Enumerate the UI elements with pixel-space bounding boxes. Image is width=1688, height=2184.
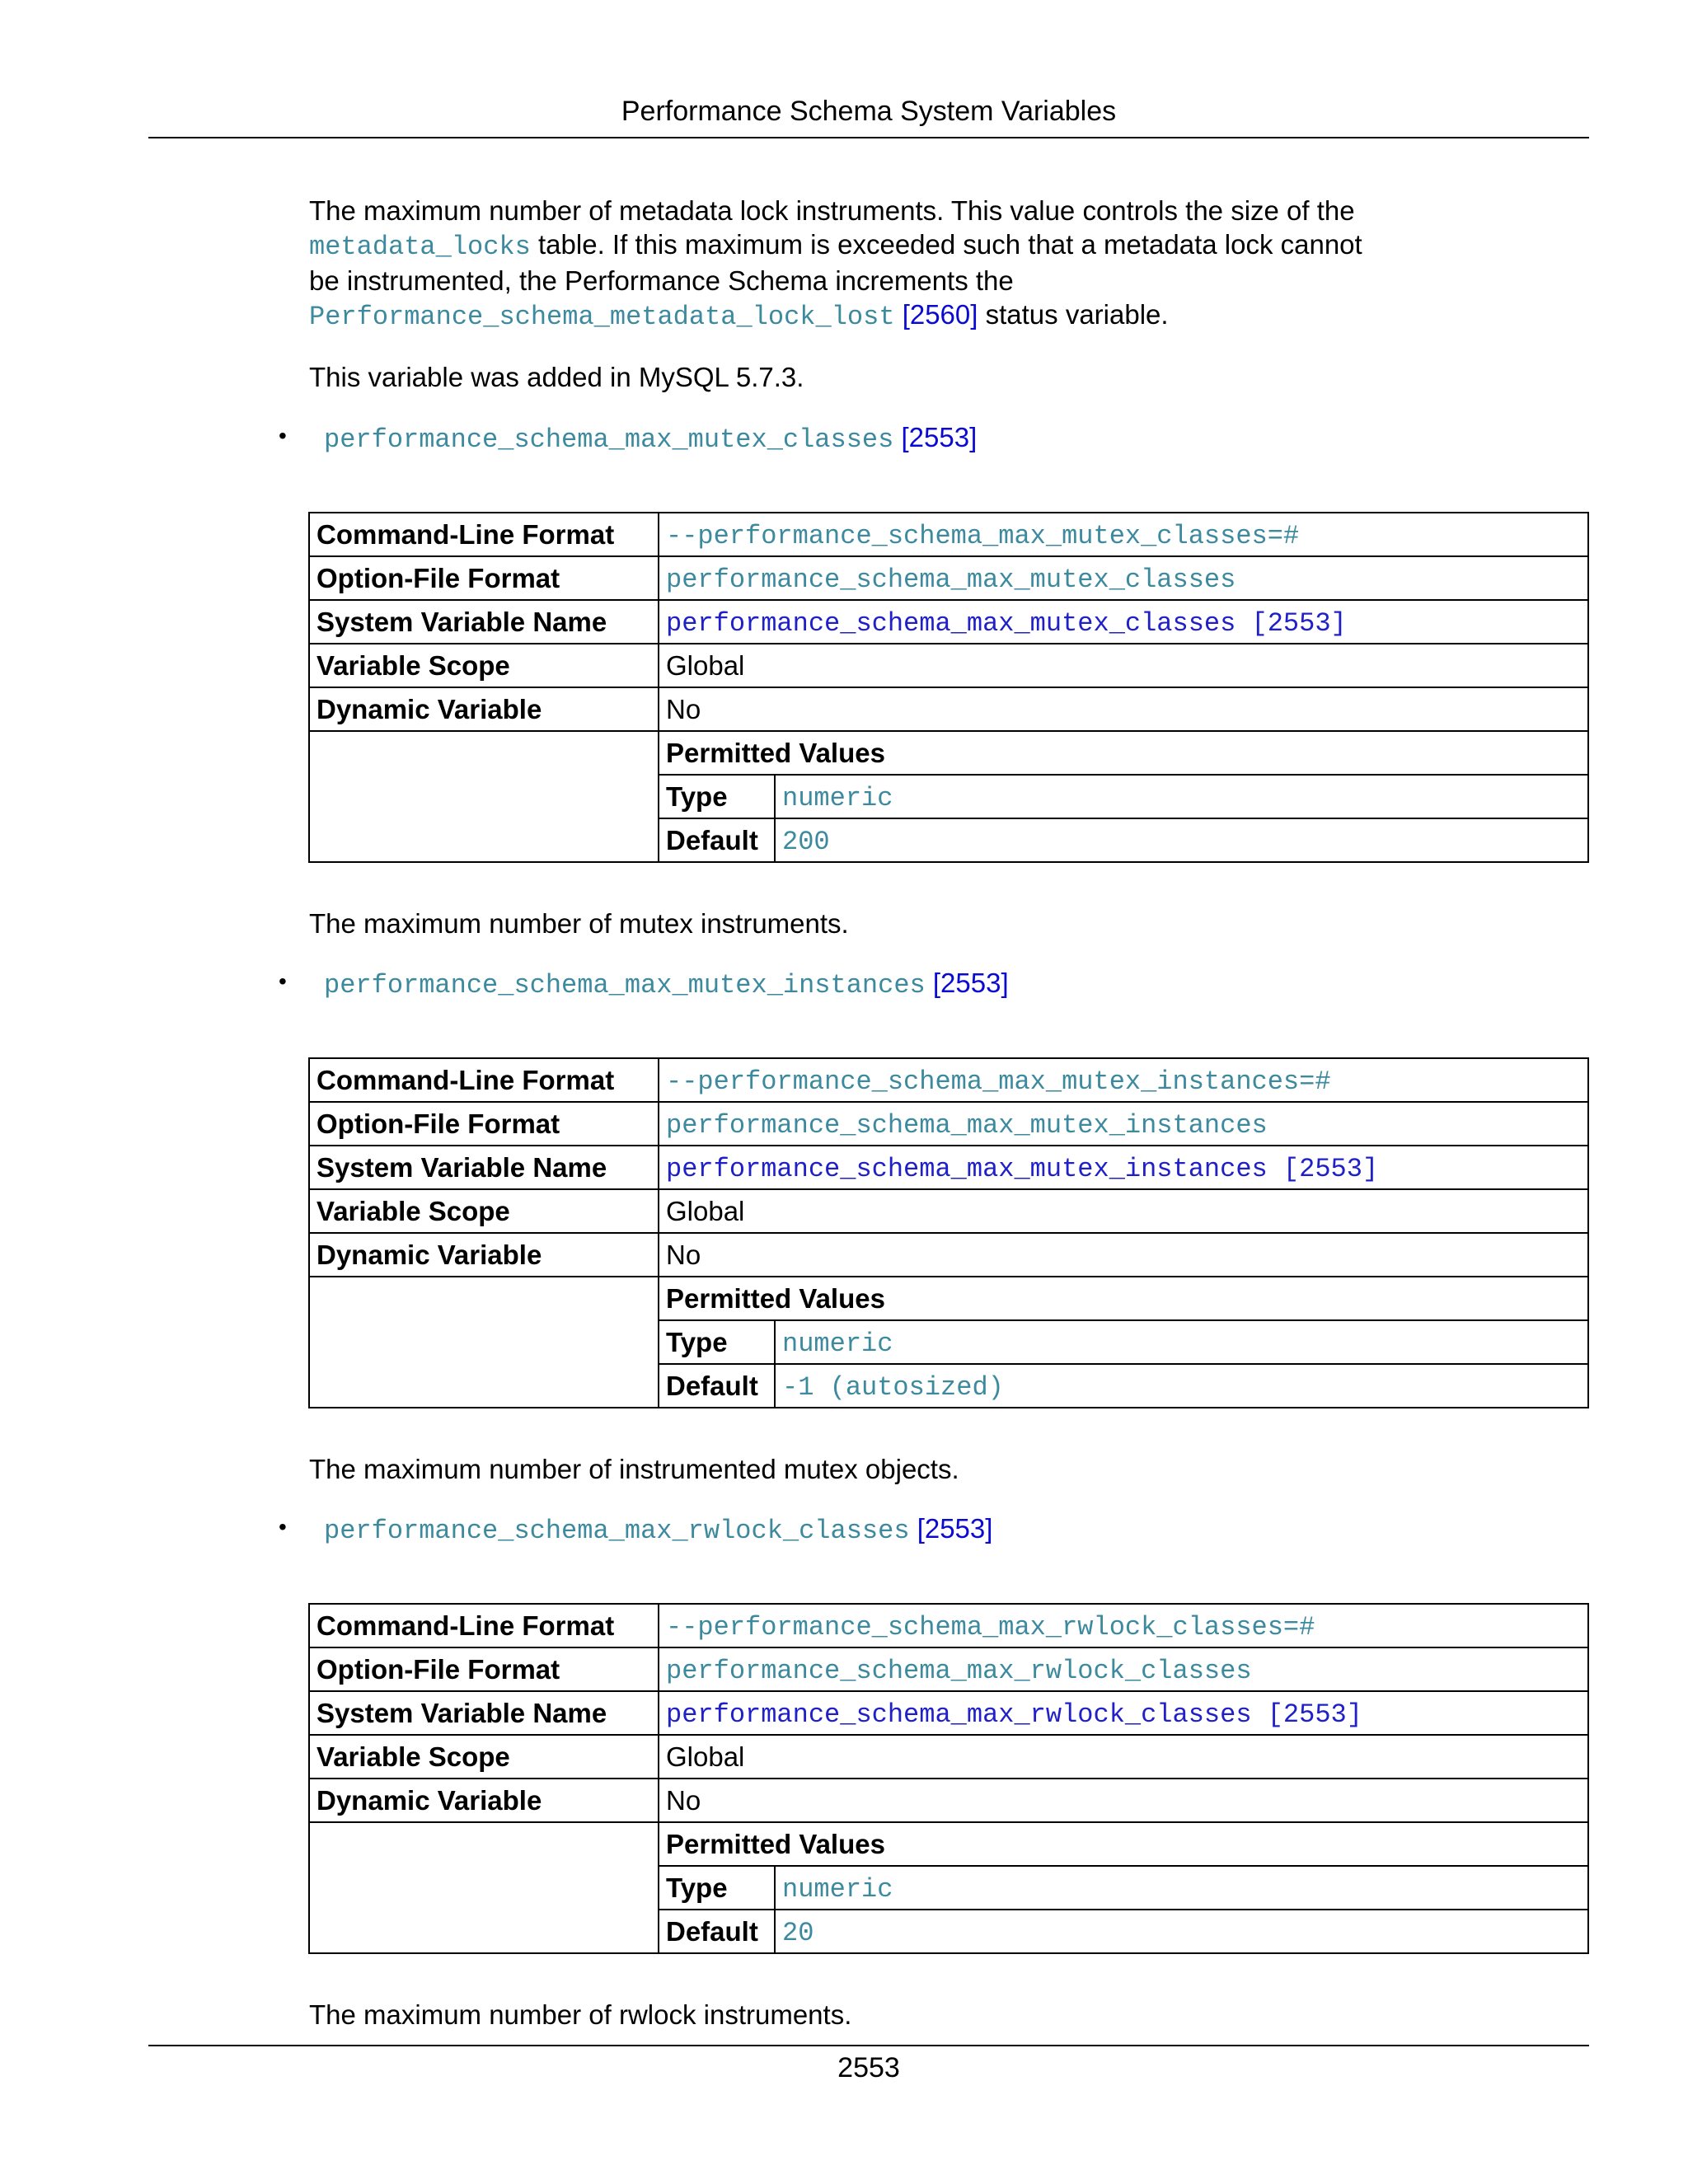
option-file-value: performance_schema_max_mutex_instances: [666, 1109, 1268, 1141]
value-default: [775, 818, 1587, 861]
intro-paragraph: [309, 194, 1381, 334]
label-variable-scope: Variable Scope: [309, 644, 659, 687]
table-row: [309, 1647, 1588, 1691]
permitted-values-heading: Permitted Values: [666, 737, 885, 768]
label-option-file-format: Option-File Format: [309, 1102, 659, 1146]
table-row: [309, 1779, 1588, 1822]
table-row: [309, 1233, 1588, 1277]
value-option-file-format: [659, 1102, 1588, 1146]
value-variable-scope: Global: [659, 1189, 1588, 1233]
value-default: [775, 1364, 1587, 1407]
value-type: [775, 775, 1587, 818]
variable-description: The maximum number of instrumented mutex objects.: [309, 1454, 959, 1484]
table-row: [309, 1146, 1588, 1189]
value-command-line-format: [659, 513, 1588, 556]
option-file-value: performance_schema_max_rwlock_classes: [666, 1655, 1252, 1686]
value-dynamic-variable: No: [659, 687, 1588, 731]
label-dynamic-variable: Dynamic Variable: [309, 687, 659, 731]
table-row: [309, 556, 1588, 600]
variable-ref-link[interactable]: [2553]: [917, 1513, 993, 1544]
command-line-value: --performance_schema_max_rwlock_classes=#: [666, 1611, 1315, 1643]
table-row: [309, 644, 1588, 687]
value-system-variable-name: [659, 600, 1588, 644]
table-row: [309, 1102, 1588, 1146]
label-option-file-format: Option-File Format: [309, 556, 659, 600]
header-rule: [148, 137, 1589, 138]
intro-text-2: table. If this maximum is exceeded such that a metadata lock cannot be instrumented, the Performance Schema increments the: [309, 229, 1362, 296]
page-header: Performance Schema System Variables: [621, 96, 1117, 127]
default-value: 20: [782, 1917, 814, 1948]
bullet-icon: •: [279, 968, 287, 994]
value-command-line-format: [659, 1058, 1588, 1102]
value-option-file-format: [659, 1647, 1588, 1691]
intro-text-3: status variable.: [978, 299, 1169, 330]
value-command-line-format: [659, 1604, 1588, 1647]
label-dynamic-variable: Dynamic Variable: [309, 1779, 659, 1822]
added-note: This variable was added in MySQL 5.7.3.: [309, 362, 804, 392]
value-variable-scope: Global: [659, 1735, 1588, 1779]
table-row: [309, 687, 1588, 731]
empty-label-cell: [309, 1277, 659, 1408]
permitted-values-heading: Permitted Values: [666, 1828, 885, 1859]
command-line-value: --performance_schema_max_mutex_classes=#: [666, 520, 1300, 551]
label-system-variable-name: System Variable Name: [309, 1146, 659, 1189]
table-row: [309, 1058, 1588, 1102]
value-option-file-format: [659, 556, 1588, 600]
label-command-line-format: Command-Line Format: [309, 513, 659, 556]
variable-description: The maximum number of mutex instruments.: [309, 908, 849, 939]
label-default: Default: [659, 818, 775, 861]
table-row: [309, 731, 1588, 862]
label-variable-scope: Variable Scope: [309, 1189, 659, 1233]
label-type: Type: [659, 1866, 775, 1910]
label-option-file-format: Option-File Format: [309, 1647, 659, 1691]
value-dynamic-variable: No: [659, 1779, 1588, 1822]
variable-ref-link[interactable]: [2553]: [932, 968, 1009, 998]
label-default: Default: [659, 1364, 775, 1407]
empty-label-cell: [309, 1822, 659, 1953]
permitted-values-table: [659, 1277, 1587, 1407]
variable-table: [308, 1057, 1589, 1408]
label-command-line-format: Command-Line Format: [309, 1058, 659, 1102]
label-system-variable-name: System Variable Name: [309, 1691, 659, 1735]
permitted-values-table: [659, 1823, 1587, 1952]
table-row: [309, 1822, 1588, 1953]
variable-bullet: [279, 422, 977, 455]
metadata-lock-lost-link[interactable]: Performance_schema_metadata_lock_lost: [309, 302, 895, 332]
default-value: 200: [782, 826, 830, 857]
variable-description: The maximum number of rwlock instruments.: [309, 1999, 852, 2030]
variable-bullet: [279, 1513, 992, 1546]
table-row: [309, 1189, 1588, 1233]
value-type: [775, 1320, 1587, 1364]
label-type: Type: [659, 1320, 775, 1364]
option-file-value: performance_schema_max_mutex_classes: [666, 564, 1236, 595]
value-type: [775, 1866, 1587, 1910]
variable-bullet: [279, 968, 1009, 1001]
label-type: Type: [659, 775, 775, 818]
permitted-values-cell: [659, 731, 1588, 862]
bullet-icon: •: [279, 1514, 287, 1540]
type-value: numeric: [782, 1328, 893, 1359]
default-value: -1 (autosized): [782, 1371, 1004, 1403]
label-system-variable-name: System Variable Name: [309, 600, 659, 644]
permitted-values-cell: [659, 1277, 1588, 1408]
table-row: [309, 513, 1588, 556]
type-value: numeric: [782, 782, 893, 813]
type-value: numeric: [782, 1873, 893, 1905]
table-row: [309, 1604, 1588, 1647]
command-line-value: --performance_schema_max_mutex_instances=#: [666, 1066, 1331, 1097]
variable-table: [308, 512, 1589, 863]
table-row: [309, 1691, 1588, 1735]
variable-name-link[interactable]: performance_schema_max_mutex_classes: [324, 424, 894, 455]
sysvar-name-link[interactable]: performance_schema_max_mutex_instances [2553]: [666, 1153, 1379, 1184]
value-default: [775, 1910, 1587, 1952]
label-variable-scope: Variable Scope: [309, 1735, 659, 1779]
metadata-lock-lost-ref[interactable]: [2560]: [902, 299, 978, 330]
sysvar-name-link[interactable]: performance_schema_max_mutex_classes [2553]: [666, 607, 1347, 639]
permitted-values-cell: [659, 1822, 1588, 1953]
value-dynamic-variable: No: [659, 1233, 1588, 1277]
table-row: [309, 1277, 1588, 1408]
label-default: Default: [659, 1910, 775, 1952]
sysvar-name-link[interactable]: performance_schema_max_rwlock_classes [2553]: [666, 1699, 1362, 1730]
label-command-line-format: Command-Line Format: [309, 1604, 659, 1647]
permitted-values-heading: Permitted Values: [666, 1282, 885, 1314]
value-variable-scope: Global: [659, 644, 1588, 687]
table-row: [309, 1735, 1588, 1779]
table-row: [309, 600, 1588, 644]
page-number: 2553: [837, 2052, 900, 2083]
value-system-variable-name: [659, 1146, 1588, 1189]
value-system-variable-name: [659, 1691, 1588, 1735]
bullet-icon: •: [279, 423, 287, 448]
variable-table: [308, 1603, 1589, 1954]
variable-name-link[interactable]: performance_schema_max_rwlock_classes: [324, 1516, 910, 1546]
intro-text-1: The maximum number of metadata lock instruments. This value controls the size of the: [309, 195, 1355, 226]
variable-name-link[interactable]: performance_schema_max_mutex_instances: [324, 970, 926, 1001]
metadata-locks-link[interactable]: metadata_locks: [309, 232, 531, 262]
permitted-values-table: [659, 732, 1587, 861]
empty-label-cell: [309, 731, 659, 862]
label-dynamic-variable: Dynamic Variable: [309, 1233, 659, 1277]
variable-ref-link[interactable]: [2553]: [901, 422, 978, 452]
footer-rule: [148, 2045, 1589, 2046]
